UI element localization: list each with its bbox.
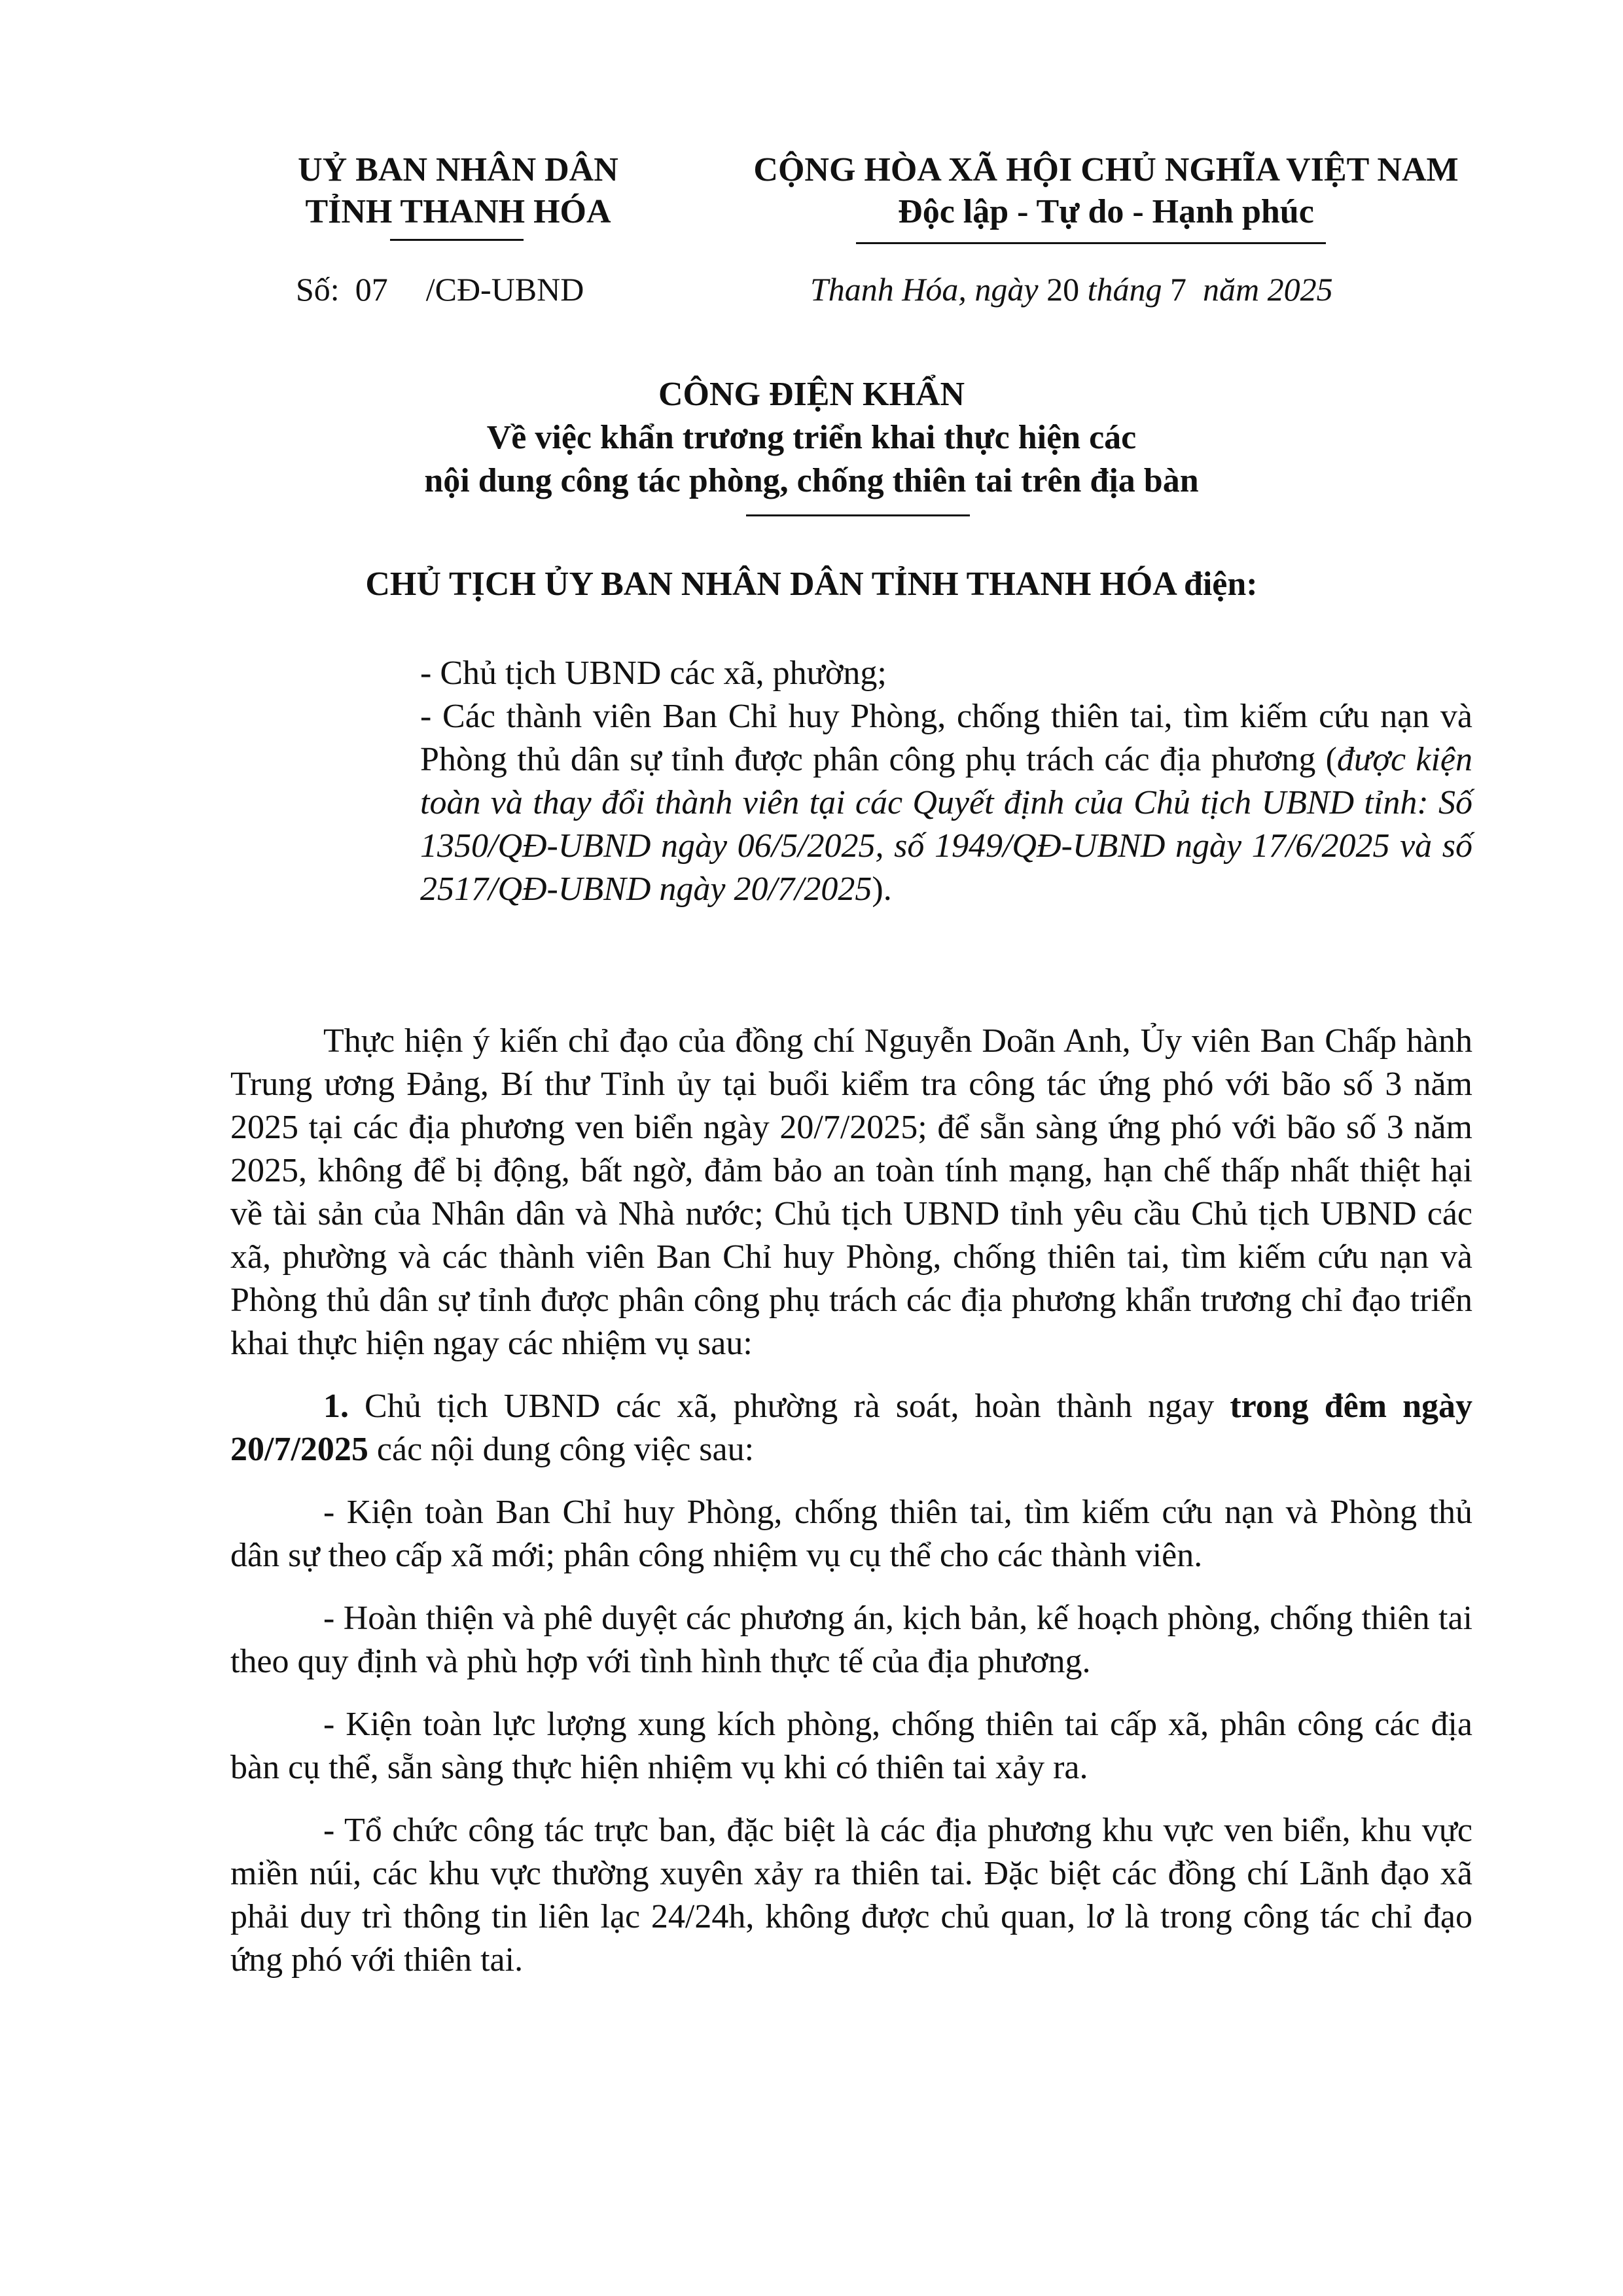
document-title (183, 373, 1440, 503)
document-body (230, 1020, 1472, 2001)
document-date (810, 270, 1333, 309)
date-day: 20 (1046, 271, 1080, 308)
country-name: CỘNG HÒA XÃ HỘI CHỦ NGHĨA VIỆT NAM (753, 151, 1459, 188)
bullet-item: - Hoàn thiện và phê duyệt các phương án, kịch bản, kế hoạch phòng, chống thiên tai theo quy định và phù hợp với tình hình thực tế của địa phương. (230, 1600, 1472, 1680)
date-month: 7 (1170, 271, 1187, 308)
national-heading (694, 149, 1518, 233)
agency-line-1: UỶ BAN NHÂN DÂN (298, 151, 618, 188)
subject-line-1: Về việc khẩn trương triển khai thực hiện các (486, 419, 1137, 456)
title-underline (746, 514, 970, 516)
item-1 (230, 1385, 1472, 1471)
bullet-item: - Tổ chức công tác trực ban, đặc biệt là các địa phương khu vực ven biển, khu vực miền núi, các khu vực thường xuyên xảy ra thiên tai. Đặc biệt các đồng chí Lãnh đạo xã phải duy trì thông tin liên lạc 24/24h, không được chủ quan, lơ là trong công tác chỉ đạo ứng phó với thiên tai. (230, 1812, 1472, 1979)
document-number (296, 270, 584, 309)
recipient-item: - Chủ tịch UBND các xã, phường; (420, 655, 887, 692)
recipient-text: - Các thành viên Ban Chỉ huy Phòng, chống thiên tai, tìm kiếm cứu nạn và Phòng thủ dân sự tỉnh được phân công phụ trách các địa phương ( (420, 698, 1472, 778)
intro-paragraph: Thực hiện ý kiến chỉ đạo của đồng chí Nguyễn Doãn Anh, Ủy viên Ban Chấp hành Trung ương Đảng, Bí thư Tỉnh ủy tại buổi kiểm tra công tác ứng phó với bão số 3 năm 2025 tại các địa phương ven biển ngày 20/7/2025; để sẵn sàng ứng phó với bão số 3 năm 2025, không để bị động, bất ngờ, đảm bảo an toàn tính mạng, hạn chế thấp nhất thiệt hại về tài sản của Nhân dân và Nhà nước; Chủ tịch UBND tỉnh yêu cầu Chủ tịch UBND các xã, phường và các thành viên Ban Chỉ huy Phòng, chống thiên tai, tìm kiếm cứu nạn và Phòng thủ dân sự tỉnh được phân công phụ trách các địa phương khẩn trương chỉ đạo triển khai thực hiện ngay các nhiệm vụ sau: (230, 1022, 1472, 1362)
item-1-number: 1. (323, 1388, 349, 1425)
issuing-agency (249, 149, 668, 233)
motto-underline (856, 242, 1326, 244)
sender-line: CHỦ TỊCH ỦY BAN NHÂN DÂN TỈNH THANH HÓA điện: (365, 565, 1258, 603)
bullet-item: - Kiện toàn Ban Chỉ huy Phòng, chống thiên tai, tìm kiếm cứu nạn và Phòng thủ dân sự theo cấp xã mới; phân công nhiệm vụ cụ thể cho các thành viên. (230, 1494, 1472, 1574)
recipient-reference: được kiện toàn và thay đổi thành viên tại các Quyết định của Chủ tịch UBND tỉnh: Số 1350/QĐ-UBND ngày 06/5/2025, số 1949/QĐ-UBND ngày 17/6/2025 và số 2517/QĐ-UBND ngày 20/7/2025 (420, 741, 1472, 908)
item-1-deadline: trong đêm ngày 20/7/2025 (230, 1388, 1472, 1468)
agency-line-2: TỈNH THANH HÓA (305, 193, 611, 230)
national-motto: Độc lập - Tự do - Hạnh phúc (898, 193, 1314, 230)
doc-number-value: 07 (355, 271, 388, 308)
doc-number-suffix: /CĐ-UBND (425, 271, 584, 308)
item-1-end: các nội dung công việc sau: (368, 1431, 755, 1468)
recipient-end: ). (872, 870, 892, 908)
recipients-list (420, 652, 1472, 911)
date-month-label: tháng (1087, 271, 1162, 308)
date-prefix: Thanh Hóa, ngày (810, 271, 1039, 308)
document-type: CÔNG ĐIỆN KHẨN (658, 376, 965, 413)
bullet-item: - Kiện toàn lực lượng xung kích phòng, chống thiên tai cấp xã, phân công các địa bàn cụ thể, sẵn sàng thực hiện nhiệm vụ khi có thiên tai xảy ra. (230, 1706, 1472, 1786)
subject-line-2: nội dung công tác phòng, chống thiên tai trên địa bàn (424, 462, 1199, 499)
doc-number-label: Số: (296, 271, 340, 308)
recipient-item (420, 695, 1472, 911)
date-year: năm 2025 (1203, 271, 1333, 308)
agency-underline (390, 239, 524, 241)
item-1-text: Chủ tịch UBND các xã, phường rà soát, hoàn thành ngay (349, 1388, 1230, 1425)
